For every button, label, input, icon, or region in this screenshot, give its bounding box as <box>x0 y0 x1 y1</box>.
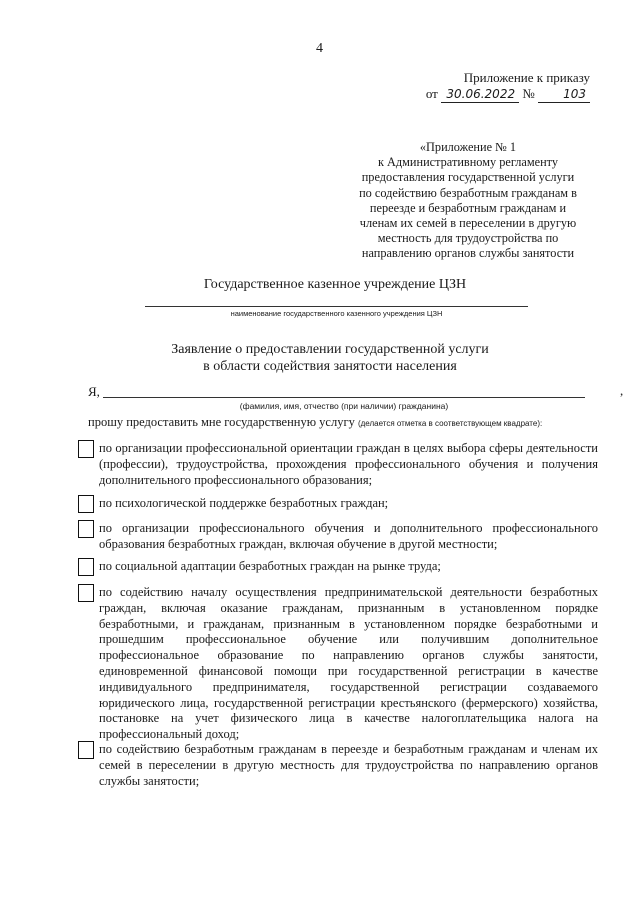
appendix-line: направлению органов службы занятости <box>361 246 575 261</box>
order-number-label: № <box>522 86 535 101</box>
organization-underline <box>145 306 528 307</box>
document-title <box>110 341 550 375</box>
checkbox[interactable] <box>78 558 94 576</box>
service-option-social-adaptation <box>78 558 598 578</box>
appendix-line: по содействию безработным гражданам в <box>359 185 577 200</box>
applicant-caption: (фамилия, имя, отчество (при наличии) гражданина) <box>239 401 449 411</box>
appendix-line: «Приложение № 1 <box>419 140 517 154</box>
service-option-entrepreneurship <box>78 584 598 742</box>
request-line <box>88 415 542 430</box>
service-option-text: по содействию началу осуществления предпринимательской деятельности безработных граждан, включая оказание гражданам, признанным в установленном порядке безработными, и гражданам, признанным в установленном порядке безработными и прошедшим профессиональное обучение или получившим дополнительное профессиональное образование по направлению органов службы занятости, единовременной финансовой помощи при государственной регистрации в качестве индивидуального предпринимателя, государственной регистрации создаваемого юридического лица, государственной регистрации крестьянского (фермерского) хозяйства, постановке на учет физического лица в качестве налогоплательщика налога на профессиональный доход; <box>99 585 598 742</box>
order-from-label: от <box>425 86 438 101</box>
organization-caption: наименование государственного казенного учреждения ЦЗН <box>230 309 443 318</box>
service-option-relocation <box>78 741 598 791</box>
order-reference <box>420 70 590 103</box>
order-title: Приложение к приказу <box>463 70 590 85</box>
service-option-text: по содействию безработным гражданам в переезде и безработным гражданам и членам их семей в переселении в другую местность для трудоустройства по направлению органов службы занятости; <box>99 742 598 788</box>
request-text: прошу предоставить мне государственную услугу <box>88 415 355 429</box>
appendix-header <box>340 140 596 262</box>
organization-name: Государственное казенное учреждение ЦЗН <box>203 277 467 292</box>
service-option-career-guidance <box>78 440 598 490</box>
page-number: 4 <box>316 41 323 56</box>
title-line-1: Заявление о предоставлении государственной услуги <box>171 342 489 357</box>
appendix-line: переезде и безработным гражданам и <box>369 200 567 215</box>
service-option-text: по организации профессионального обучения и дополнительного профессионального образования безработных граждан, включая обучение в другой местности; <box>99 521 598 551</box>
checkbox[interactable] <box>78 495 94 513</box>
applicant-suffix: , <box>620 383 624 398</box>
checkbox[interactable] <box>78 584 94 602</box>
order-date: 30.06.2022 <box>441 86 519 103</box>
appendix-line: предоставления государственной услуги <box>361 170 575 185</box>
service-option-training <box>78 520 598 554</box>
applicant-prefix: Я, <box>88 384 100 399</box>
service-option-text: по организации профессиональной ориентации граждан в целях выбора сферы деятельности (профессии), трудоустройства, прохождения профессионального обучения и получения дополнительного профессионального образования; <box>99 441 598 487</box>
appendix-line: членам их семей в переселении в другую <box>359 216 577 231</box>
appendix-line: к Административному регламенту <box>377 155 559 170</box>
checkbox[interactable] <box>78 741 94 759</box>
checkbox[interactable] <box>78 520 94 538</box>
request-note: (делается отметка в соответствующем квадрате): <box>357 419 543 428</box>
service-option-text: по социальной адаптации безработных граждан на рынке труда; <box>99 559 441 573</box>
appendix-line: местность для трудоустройства по <box>377 231 559 246</box>
order-number: 103 <box>538 86 590 103</box>
service-option-text: по психологической поддержке безработных граждан; <box>99 496 389 510</box>
applicant-name-field[interactable] <box>103 397 585 398</box>
checkbox[interactable] <box>78 440 94 458</box>
order-date-line <box>420 86 590 103</box>
title-line-2: в области содействия занятости населения <box>203 359 457 374</box>
service-option-psychological-support <box>78 495 598 515</box>
